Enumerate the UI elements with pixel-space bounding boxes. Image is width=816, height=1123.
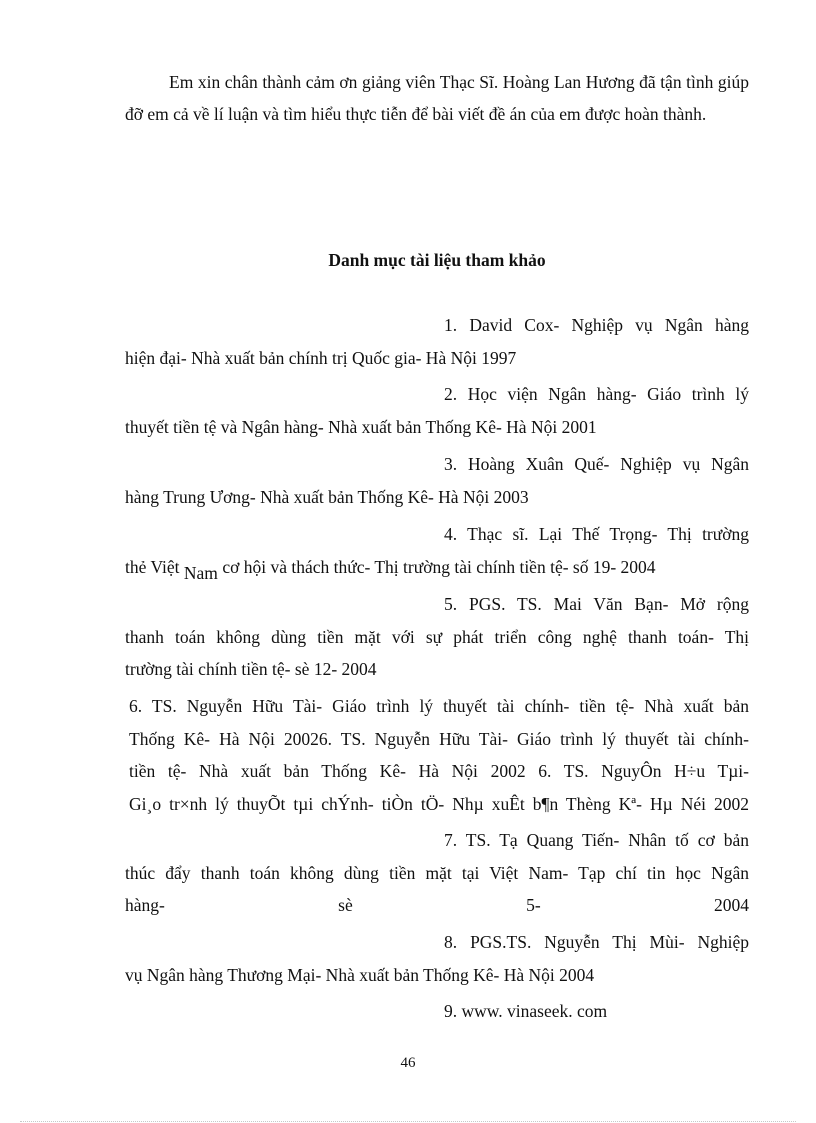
reference-5-line-2: thanh toán không dùng tiền mặt với sự phát triển công nghệ thanh toán- Thị <box>125 626 749 647</box>
reference-4-text-a: thẻ Việt <box>125 556 180 577</box>
reference-item-9 <box>125 995 749 1028</box>
page-number: 46 <box>400 1055 416 1071</box>
reference-3-line-1: 3. Hoàng Xuân Quế- Nghiệp vụ Ngân <box>444 454 749 474</box>
reference-5-line-3: trường tài chính tiền tệ- sè 12- 2004 <box>125 659 377 679</box>
reference-5-line-1: 5. PGS. TS. Mai Văn Bạn- Mở rộng <box>444 594 749 614</box>
reference-6-line-1: 6. TS. Nguyễn Hữu Tài- Giáo trình lý thuyết tài chính- tiền tệ- Nhà xuất bản <box>129 696 749 716</box>
reference-item-1 <box>125 309 749 374</box>
reference-7-line-3: hàng- sè 5- 2004 <box>125 895 749 915</box>
reference-7-line-1: 7. TS. Tạ Quang Tiến- Nhân tố cơ bản <box>444 830 749 850</box>
reference-4-line-1: 4. Thạc sĩ. Lại Thế Trọng- Thị trường <box>444 524 749 544</box>
reference-1-line-2: hiện đại- Nhà xuất bản chính trị Quốc gia- Hà Nội 1997 <box>125 347 517 368</box>
reference-4-line-2 <box>125 551 749 584</box>
reference-2-line-1: 2. Học viện Ngân hàng- Giáo trình lý <box>444 384 749 404</box>
page-bottom-divider <box>20 1121 796 1122</box>
reference-item-2 <box>125 378 749 443</box>
reference-6-line-3: tiền tệ- Nhà xuất bản Thống Kê- Hà Nội 2002 6. TS. NguyÔn H÷u Tµi- <box>129 761 749 781</box>
reference-7-line-2: thúc đẩy thanh toán không dùng tiền mặt tại Việt Nam- Tạp chí tin học Ngân <box>125 862 749 883</box>
reference-item-8 <box>125 926 749 991</box>
reference-item-6 <box>129 690 749 820</box>
reference-6-line-4: Gi¸o tr×nh lý thuyÕt tµi chÝnh- tiÒn tÖ- Nhµ xuÊt b¶n Thèng Kª- Hµ Néi 2002 <box>129 793 749 814</box>
reference-9-line-1: 9. www. vinaseek. com <box>444 1001 608 1021</box>
reference-item-7 <box>125 824 749 922</box>
reference-item-3 <box>125 448 749 513</box>
reference-2-line-2: thuyết tiền tệ và Ngân hàng- Nhà xuất bản Thống Kê- Hà Nội 2001 <box>125 416 597 437</box>
reference-4-text-b: Nam <box>183 562 218 583</box>
acknowledgement-paragraph: Em xin chân thành cảm ơn giảng viên Thạc Sĩ. Hoàng Lan Hương đã tận tình giúp đỡ em cả về lí luận và tìm hiểu thực tiễn để bài viết đề án của em được hoàn thành. <box>125 72 749 124</box>
reference-8-line-2: vụ Ngân hàng Thương Mại- Nhà xuất bản Thống Kê- Hà Nội 2004 <box>125 964 595 985</box>
reference-8-line-1: 8. PGS.TS. Nguyễn Thị Mùi- Nghiệp <box>444 932 749 952</box>
references-heading: Danh mục tài liệu tham khảo <box>328 250 546 270</box>
reference-6-line-2: Thống Kê- Hà Nội 20026. TS. Nguyễn Hữu Tài- Giáo trình lý thuyết tài chính- <box>129 728 749 749</box>
reference-item-5 <box>125 588 749 686</box>
reference-3-line-2: hàng Trung Ương- Nhà xuất bản Thống Kê- Hà Nội 2003 <box>125 486 529 507</box>
reference-4-text-c: cơ hội và thách thức- Thị trường tài chính tiền tệ- số 19- 2004 <box>222 556 656 577</box>
reference-item-4 <box>125 518 749 583</box>
reference-1-line-1: 1. David Cox- Nghiệp vụ Ngân hàng <box>444 315 749 335</box>
